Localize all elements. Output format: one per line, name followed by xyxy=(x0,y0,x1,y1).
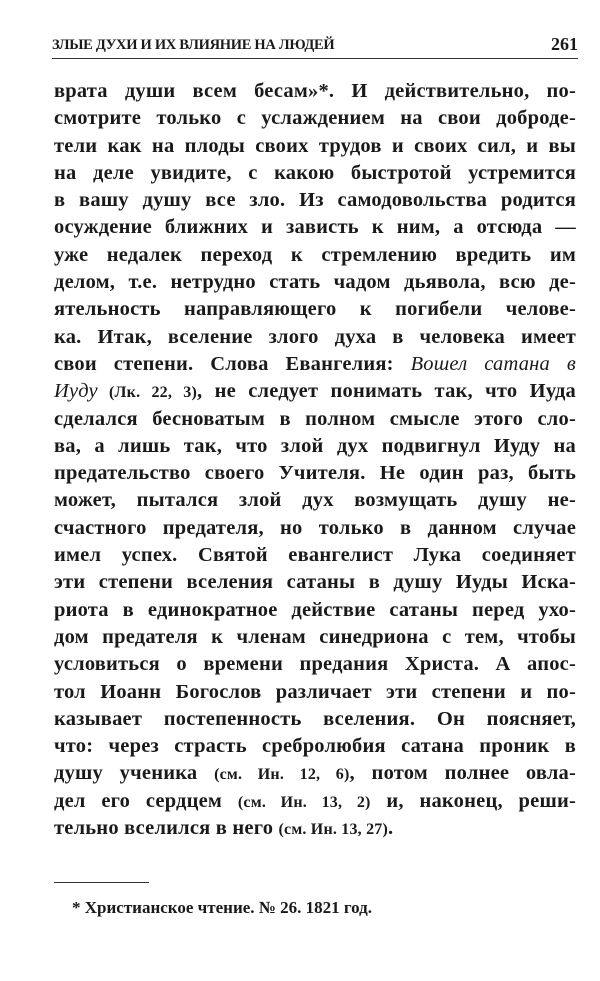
text-line xyxy=(54,133,576,160)
footnote: * Христианское чтение. № 26. 1821 год. xyxy=(72,898,373,917)
text-segment: ка. Итак, вселение злого духа в человека имеет xyxy=(54,325,576,348)
page-number: 261 xyxy=(551,34,578,54)
text-line xyxy=(54,160,576,187)
text-line xyxy=(54,242,576,269)
text-line xyxy=(54,679,576,706)
text-segment: эти степени вселения сатаны в душу Иуды Иска- xyxy=(54,571,576,594)
text-segment: дел его сердцем xyxy=(54,789,238,812)
text-line xyxy=(54,378,576,405)
text-segment: тели как на плоды своих трудов и своих сил, и вы xyxy=(54,134,576,157)
text-line xyxy=(54,351,576,378)
text-line xyxy=(54,569,576,596)
text-segment: сделался бесноватым в полном смысле этого сло- xyxy=(54,407,576,430)
text-line xyxy=(54,78,576,105)
text-segment: осуждение ближних и зависть к ним, а отсюда — xyxy=(54,216,576,239)
text-segment: условиться о времени предания Христа. А апос- xyxy=(54,653,576,676)
body-text xyxy=(54,78,576,842)
scripture-reference: (см. Ин. 13, 27) xyxy=(278,821,389,839)
running-header xyxy=(52,28,578,59)
text-segment: риота в единократное действие сатаны перед ухо- xyxy=(54,598,576,621)
text-segment: ятельность направляющего к погибели челове- xyxy=(54,298,576,321)
text-segment: смотрите только с услаждением на свои доброде- xyxy=(54,107,576,130)
text-line xyxy=(54,460,576,487)
text-segment: в вашу душу все зло. Из самодовольства родится xyxy=(54,189,576,212)
text-line xyxy=(54,406,576,433)
text-line xyxy=(54,651,576,678)
text-line xyxy=(54,187,576,214)
text-segment: , потом полнее овла- xyxy=(349,762,576,785)
text-segment: имел успех. Святой евангелист Лука соединяет xyxy=(54,544,576,567)
text-segment: казывает постепенность вселения. Он поясняет, xyxy=(54,707,576,730)
text-segment: ва, а лишь так, что злой дух подвигнул Иуду на xyxy=(54,434,576,457)
text-line xyxy=(54,597,576,624)
text-segment: свои степени. Слова Евангелия: xyxy=(54,352,411,375)
text-segment: , не следует понимать так, что Иуда xyxy=(196,380,577,403)
text-line xyxy=(54,624,576,651)
text-line xyxy=(54,815,576,842)
text-line xyxy=(54,105,576,132)
text-segment: что: через страсть сребролюбия сатана проник в xyxy=(54,735,576,758)
text-line xyxy=(54,296,576,323)
running-title: ЗЛЫЕ ДУХИ И ИХ ВЛИЯНИЕ НА ЛЮДЕЙ xyxy=(52,37,335,53)
text-line xyxy=(54,733,576,760)
text-segment: душу ученика xyxy=(54,762,215,785)
text-segment: тельно вселился в него xyxy=(54,817,279,840)
scripture-reference: (Лк. 22, 3) xyxy=(97,384,197,402)
text-segment: дом предателя к членам синедриона с тем, чтобы xyxy=(54,625,576,648)
text-segment: врата души всем бесам»*. И действительно, по- xyxy=(54,80,576,102)
text-segment: . xyxy=(388,817,394,840)
text-segment: тол Иоанн Богослов различает эти степени и по- xyxy=(54,680,576,703)
text-line xyxy=(54,214,576,241)
text-segment: уже недалек переход к стремлению вредить им xyxy=(54,243,576,266)
text-line xyxy=(54,269,576,296)
text-segment: на деле увидите, с какою быстротой устремится xyxy=(54,161,576,184)
scripture-reference: (см. Ин. 12, 6) xyxy=(214,766,350,784)
text-line xyxy=(54,542,576,569)
text-line xyxy=(54,433,576,460)
text-segment: делом, т.е. нетрудно стать чадом дьявола, всю де- xyxy=(54,271,576,294)
text-segment: предательство своего Учителя. Не один раз, быть xyxy=(54,462,576,485)
text-line xyxy=(54,324,576,351)
text-line xyxy=(54,760,576,787)
footnote-divider xyxy=(54,882,149,883)
italic-quote: Вошел сатана в xyxy=(410,352,576,375)
text-line xyxy=(54,487,576,514)
text-segment: счастного предателя, но только в данном случае xyxy=(54,516,576,539)
scripture-reference: (см. Ин. 13, 2) xyxy=(237,793,371,811)
text-segment: и, наконец, реши- xyxy=(370,789,576,812)
text-segment: может, пытался злой дух возмущать душу не- xyxy=(54,489,576,512)
text-line xyxy=(54,515,576,542)
italic-quote: Иуду xyxy=(54,380,98,403)
text-line xyxy=(54,788,576,815)
text-line xyxy=(54,706,576,733)
